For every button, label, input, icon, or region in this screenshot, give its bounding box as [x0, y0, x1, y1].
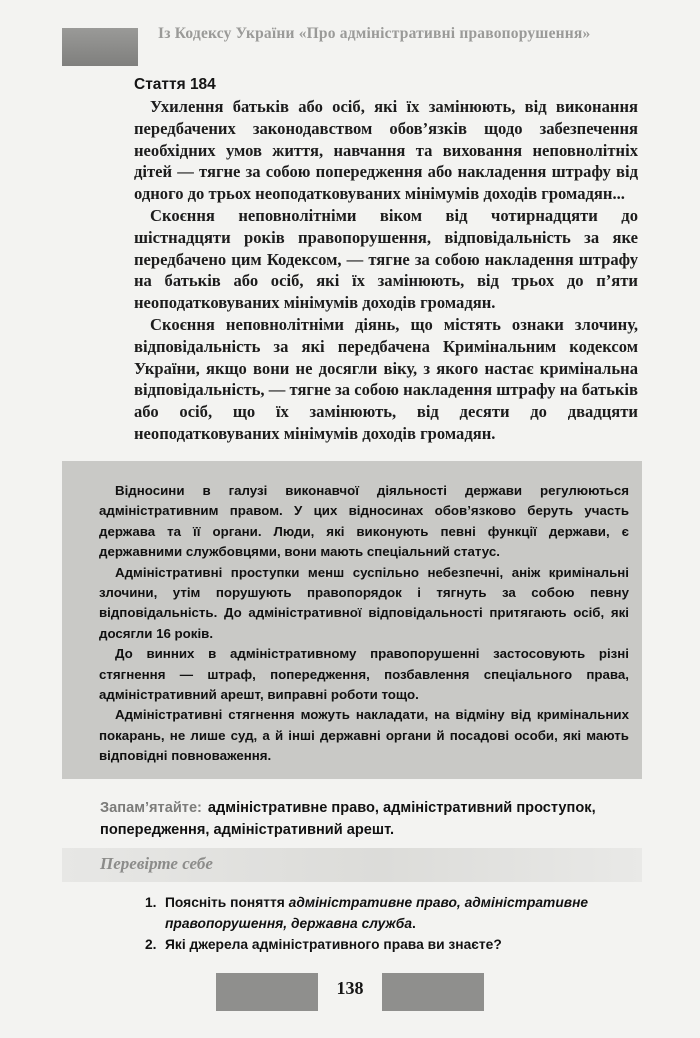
summary-box [62, 461, 642, 779]
question-item [145, 935, 645, 956]
code-excerpt [134, 76, 638, 445]
excerpt-paragraph: Скоєння неповнолітніми діянь, що містять ознаки злочину, відповідальність за які передбачена Кримінальним кодексом України, якщо вони не досягли віку, з якого настає кримінальна відповідальність, — тягне за собою накладення штрафу на батьків або осіб, що їх замінюють, від десяти до двадцяти неоподатковуваних мінімумів доходів громадян. [134, 314, 638, 443]
page-number: 138 [336, 978, 364, 998]
question-lead: Які джерела адміністративного права ви знаєте? [165, 936, 502, 952]
remember-label: Запам’ятайте: [100, 800, 202, 816]
summary-paragraph: Адміністративні проступки менш суспільно небезпечні, аніж кримінальні злочини, утім порушують правопорядок і тягнуть за собою певну відповідальність. До адміністративної відповідальності притягають осіб, які досягли 16 років. [99, 564, 629, 641]
question-tail: . [412, 915, 416, 931]
question-list [145, 893, 645, 955]
page-header-title: Із Кодексу України «Про адміністративні правопорушення» [158, 25, 591, 42]
summary-text [99, 481, 629, 767]
remember-block [100, 797, 640, 841]
excerpt-paragraph: Ухилення батьків або осіб, які їх замінюють, від виконання передбачених законодавством обов’язків щодо забезпечення необхідних умов життя, навчання та виховання неповнолітніх дітей — тягне за собою попередження або накладення штрафу від одного до трьох неоподатковуваних мінімумів доходів громадян... [134, 97, 638, 204]
remember-terms: адміністративне право, адміністративний проступок, попередження, адміністративний арешт. [100, 800, 596, 838]
excerpt-paragraph: Скоєння неповнолітніми віком від чотирнадцяти до шістнадцяти років правопорушення, відповідальність за яке передбачено цим Кодексом, — тягне за собою накладення штрафу на батьків або осіб, які їх замінюють, від трьох до п’яти неоподатковуваних мінімумів доходів громадян. [134, 205, 638, 313]
summary-paragraph: До винних в адміністративному правопорушенні застосовують різні стягнення — штраф, попередження, позбавлення спеціального права, адміністративний арешт, виправні роботи тощо. [99, 646, 629, 703]
summary-paragraph: Адміністративні стягнення можуть накладати, на відміну від кримінальних покарань, не лише суд, а й інші державні органи й посадові особи, які мають відповідні повноваження. [99, 707, 629, 764]
header-decor-block [62, 28, 138, 66]
question-number: 2. [145, 936, 157, 952]
question-number: 1. [145, 895, 157, 910]
question-italic-terms: адміністративне право, адміністративне правопорушення, державна служба [165, 895, 589, 931]
article-title: Стаття 184 [134, 76, 216, 93]
footer-decor-right [382, 973, 484, 1011]
question-lead: Поясніть поняття [165, 895, 289, 910]
summary-paragraph: Відносини в галузі виконавчої діяльності держави регулюються адміністративним правом. У цих відносинах обов’язково беруть участь держава та її органи. Люди, які виконують певні функції держави, є державними службовцями, вони мають спеціальний статус. [99, 483, 629, 560]
question-item [145, 893, 645, 935]
footer-decor-left [216, 973, 318, 1011]
check-yourself-title: Перевірте себе [100, 854, 213, 873]
